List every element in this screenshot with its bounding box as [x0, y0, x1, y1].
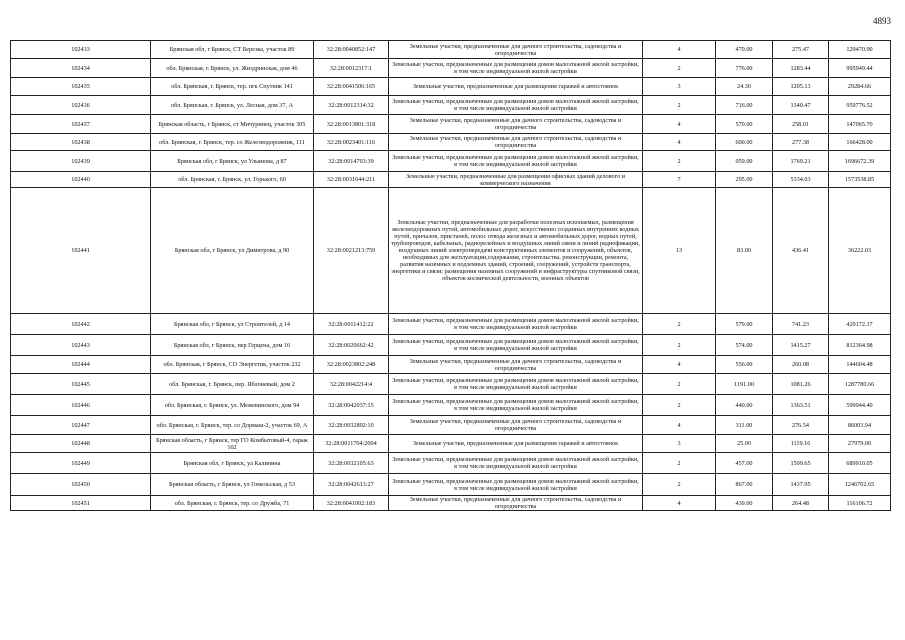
cadastral-value-cell: 995949.44	[829, 59, 891, 78]
address-cell: обл. Брянская, г. Брянск, ул. Лесная, дом 37, А	[151, 96, 314, 115]
row-number-cell: 102434	[11, 59, 151, 78]
specific-value-cell: 1509.65	[773, 453, 829, 474]
group-code-cell: 4	[643, 356, 716, 374]
cadastral-value-cell: 129470.90	[829, 41, 891, 59]
cadastral-number-cell: 32:28:0011704:2004	[314, 435, 389, 453]
land-use-cell: Земельные участки, предназначенные для дачного строительства, садоводства и огородничества	[389, 356, 643, 374]
table-row	[11, 416, 891, 435]
cadastral-value-cell: 1573538.85	[829, 172, 891, 188]
area-cell: 25.00	[716, 435, 773, 453]
cadastral-value-cell: 599944.40	[829, 395, 891, 416]
cadastral-value-cell: 144604.48	[829, 356, 891, 374]
row-number-cell: 102447	[11, 416, 151, 435]
specific-value-cell: 1437.95	[773, 474, 829, 496]
table-row	[11, 188, 891, 314]
page-number: 4893	[873, 16, 891, 26]
land-use-cell: Земельные участки, предназначенные для дачного строительства, садоводства и огородничества	[389, 416, 643, 435]
table-row	[11, 134, 891, 151]
address-cell: Брянская обл, г Брянск, ул Строителей, д 14	[151, 314, 314, 335]
group-code-cell: 4	[643, 496, 716, 511]
area-cell: 457.00	[716, 453, 773, 474]
specific-value-cell: 275.47	[773, 41, 829, 59]
cadastral-number-cell: 32:28:0041506:165	[314, 78, 389, 96]
cadastral-value-cell: 86003.94	[829, 416, 891, 435]
land-use-cell: Земельные участки, предназначенные для размещения домов малоэтажной жилой застройки, в том числе индивидуальной жилой застройки	[389, 59, 643, 78]
cadastral-number-cell: 32:28:0020662:42	[314, 335, 389, 356]
specific-value-cell: 1769.21	[773, 151, 829, 172]
cadastral-value-cell: 812364.98	[829, 335, 891, 356]
cadastral-value-cell: 689910.05	[829, 453, 891, 474]
area-cell: 776.00	[716, 59, 773, 78]
specific-value-cell: 260.08	[773, 356, 829, 374]
specific-value-cell: 1119.16	[773, 435, 829, 453]
address-cell: Брянская обл, г Брянск, ул Калинина	[151, 453, 314, 474]
table-row	[11, 395, 891, 416]
area-cell: 867.00	[716, 474, 773, 496]
row-number-cell: 102442	[11, 314, 151, 335]
area-cell: 579.00	[716, 314, 773, 335]
table-row	[11, 496, 891, 511]
table-row	[11, 115, 891, 134]
group-code-cell: 13	[643, 188, 716, 314]
address-cell: обл. Брянская, г Брянск, СО Энергетик, участок 232	[151, 356, 314, 374]
land-use-cell: Земельные участки, предназначенные для размещения офисных зданий делового и коммерческого назначения	[389, 172, 643, 188]
area-cell: 1191.00	[716, 374, 773, 395]
address-cell: обл. Брянская, г. Брянск, тер. со Дормаш-2, участок 69, А	[151, 416, 314, 435]
cadastral-number-cell: 32:28:0042214:4	[314, 374, 389, 395]
land-use-cell: Земельные участки, предназначенные для размещения домов малоэтажной жилой застройки, в том числе индивидуальной жилой застройки	[389, 314, 643, 335]
group-code-cell: 2	[643, 453, 716, 474]
specific-value-cell: 436.41	[773, 188, 829, 314]
row-number-cell: 102443	[11, 335, 151, 356]
area-cell: 311.00	[716, 416, 773, 435]
land-use-cell: Земельные участки, предназначенные для размещения гаражей и автостоянок	[389, 78, 643, 96]
row-number-cell: 102435	[11, 78, 151, 96]
row-number-cell: 102436	[11, 96, 151, 115]
land-use-cell: Земельные участки, предназначенные для дачного строительства, садоводства и огородничества	[389, 41, 643, 59]
cadastral-number-cell: 32:28:0023401:116	[314, 134, 389, 151]
cadastral-value-cell: 116106.72	[829, 496, 891, 511]
cadastral-number-cell: 32:28:0023802:248	[314, 356, 389, 374]
specific-value-cell: 1363.51	[773, 395, 829, 416]
cadastral-value-cell: 1696672.39	[829, 151, 891, 172]
land-use-cell: Земельные участки, предназначенные для дачного строительства, садоводства и огородничества	[389, 496, 643, 511]
row-number-cell: 102437	[11, 115, 151, 134]
group-code-cell: 4	[643, 115, 716, 134]
land-use-cell: Земельные участки, предназначенные для дачного строительства, садоводства и огородничества	[389, 115, 643, 134]
cadastral-number-cell: 32:28:0040852:147	[314, 41, 389, 59]
row-number-cell: 102445	[11, 374, 151, 395]
cadastral-number-cell: 32:28:0042613:27	[314, 474, 389, 496]
land-use-cell: Земельные участки, предназначенные для дачного строительства, садоводства и огородничества	[389, 134, 643, 151]
group-code-cell: 2	[643, 314, 716, 335]
cadastral-number-cell: 32:28:0013801:318	[314, 115, 389, 134]
land-use-cell: Земельные участки, предназначенные для размещения домов малоэтажной жилой застройки, в том числе индивидуальной жилой застройки	[389, 335, 643, 356]
specific-value-cell: 258.01	[773, 115, 829, 134]
land-use-cell: Земельные участки, предназначенные для размещения домов малоэтажной жилой застройки, в том числе индивидуальной жилой застройки	[389, 395, 643, 416]
specific-value-cell: 264.48	[773, 496, 829, 511]
specific-value-cell: 741.23	[773, 314, 829, 335]
area-cell: 24.30	[716, 78, 773, 96]
address-cell: обл. Брянская, г. Брянск, тер. со Дружба, 71	[151, 496, 314, 511]
table-row	[11, 356, 891, 374]
table-row	[11, 96, 891, 115]
cadastral-value-cell: 36222.03	[829, 188, 891, 314]
cadastral-number-cell: 32:28:0012317:1	[314, 59, 389, 78]
area-cell: 716.00	[716, 96, 773, 115]
group-code-cell: 2	[643, 151, 716, 172]
row-number-cell: 102441	[11, 188, 151, 314]
cadastral-number-cell: 32:28:0011412:22	[314, 314, 389, 335]
row-number-cell: 102444	[11, 356, 151, 374]
cadastral-number-cell: 32:28:0021213:759	[314, 188, 389, 314]
specific-value-cell: 5334.03	[773, 172, 829, 188]
cadastral-number-cell: 32:28:0012314:32	[314, 96, 389, 115]
land-use-cell: Земельные участки, предназначенные для размещения гаражей и автостоянок	[389, 435, 643, 453]
cadastral-value-cell: 1287780.66	[829, 374, 891, 395]
group-code-cell: 4	[643, 41, 716, 59]
area-cell: 959.00	[716, 151, 773, 172]
group-code-cell: 2	[643, 335, 716, 356]
group-code-cell: 7	[643, 172, 716, 188]
row-number-cell: 102439	[11, 151, 151, 172]
group-code-cell: 2	[643, 395, 716, 416]
row-number-cell: 102433	[11, 41, 151, 59]
address-cell: обл. Брянская, г. Брянск, тер. со Железнодорожник, 111	[151, 134, 314, 151]
area-cell: 570.00	[716, 115, 773, 134]
area-cell: 83.00	[716, 188, 773, 314]
specific-value-cell: 1415.27	[773, 335, 829, 356]
cadastral-number-cell: 32:28:0042037:15	[314, 395, 389, 416]
specific-value-cell: 1283.44	[773, 59, 829, 78]
group-code-cell: 2	[643, 59, 716, 78]
table-row	[11, 78, 891, 96]
address-cell: обл. Брянская, г. Брянск, ул. Жиздринская, дом 46	[151, 59, 314, 78]
cadastral-value-cell: 29284.66	[829, 78, 891, 96]
land-use-cell: Земельные участки, предназначенные для разработки полезных ископаемых, размещения железнодорожных путей, автомобильных дорог, искусственно созданных внутренних водных путей, причалов, пристаней, полос отвода железных и автомобильных дорог, водных путей, трубопроводов, кабельных, радиорелейных и воздушных линий связи и линий радиофикации, воздушных линий электропередачи конструктивных элементов и сооружений, объектов, необходимых для эксплуатации,содержания, строительства, реконструкции, ремонта, развития наземных и подземных зданий, строений, сооружений, устройств транспорта, энергетики и связи; размещения наземных сооружений и инфраструктуры спутниковой связи, объектов космической деятельности, военных объектов	[389, 188, 643, 314]
row-number-cell: 102446	[11, 395, 151, 416]
address-cell: Брянская область, г Брянск, ул Гомельская, д 53	[151, 474, 314, 496]
specific-value-cell: 1340.47	[773, 96, 829, 115]
cadastral-number-cell: 32:28:0032105:63	[314, 453, 389, 474]
table-row	[11, 453, 891, 474]
area-cell: 440.00	[716, 395, 773, 416]
table-row	[11, 374, 891, 395]
table-row	[11, 335, 891, 356]
area-cell: 295.00	[716, 172, 773, 188]
table-row	[11, 172, 891, 188]
row-number-cell: 102438	[11, 134, 151, 151]
area-cell: 439.00	[716, 496, 773, 511]
table-row	[11, 151, 891, 172]
row-number-cell: 102450	[11, 474, 151, 496]
group-code-cell: 2	[643, 474, 716, 496]
address-cell: Брянская область, г Брянск, ст Мичуринец, участок 305	[151, 115, 314, 134]
area-cell: 574.00	[716, 335, 773, 356]
group-code-cell: 2	[643, 374, 716, 395]
address-cell: Брянская обл, г Брянск, ул Ульянова, д 87	[151, 151, 314, 172]
cadastral-number-cell: 32:28:0041002:183	[314, 496, 389, 511]
cadastral-value-cell: 959776.52	[829, 96, 891, 115]
specific-value-cell: 1081.26	[773, 374, 829, 395]
address-cell: обл. Брянская, г. Брянск, ул. Межевинского, дом 94	[151, 395, 314, 416]
specific-value-cell: 277.38	[773, 134, 829, 151]
address-cell: Брянская обл, г Брянск, пер Герцена, дом 16	[151, 335, 314, 356]
row-number-cell: 102448	[11, 435, 151, 453]
table-row	[11, 435, 891, 453]
table-row	[11, 59, 891, 78]
land-registry-table	[10, 40, 891, 511]
cadastral-number-cell: 32:28:0014703:39	[314, 151, 389, 172]
area-cell: 470.00	[716, 41, 773, 59]
specific-value-cell: 1205.13	[773, 78, 829, 96]
group-code-cell: 4	[643, 134, 716, 151]
table-row	[11, 474, 891, 496]
address-cell: обл. Брянская, г. Брянск, ул. Горького, 60	[151, 172, 314, 188]
cadastral-value-cell: 27979.00	[829, 435, 891, 453]
row-number-cell: 102440	[11, 172, 151, 188]
cadastral-value-cell: 147065.70	[829, 115, 891, 134]
table-row	[11, 314, 891, 335]
group-code-cell: 2	[643, 96, 716, 115]
address-cell: обл. Брянская, г. Брянск, пер. Яблоневый, дом 2	[151, 374, 314, 395]
address-cell: Брянская обл, г Брянск, СТ Березка, участок 89	[151, 41, 314, 59]
specific-value-cell: 276.54	[773, 416, 829, 435]
row-number-cell: 102451	[11, 496, 151, 511]
area-cell: 600.00	[716, 134, 773, 151]
group-code-cell: 3	[643, 435, 716, 453]
land-use-cell: Земельные участки, предназначенные для размещения домов малоэтажной жилой застройки, в том числе индивидуальной жилой застройки	[389, 151, 643, 172]
land-use-cell: Земельные участки, предназначенные для размещения домов малоэтажной жилой застройки, в том числе индивидуальной жилой застройки	[389, 453, 643, 474]
cadastral-number-cell: 32:28:0032802:10	[314, 416, 389, 435]
group-code-cell: 3	[643, 78, 716, 96]
area-cell: 556.00	[716, 356, 773, 374]
row-number-cell: 102449	[11, 453, 151, 474]
land-use-cell: Земельные участки, предназначенные для размещения домов малоэтажной жилой застройки, в том числе индивидуальной жилой застройки	[389, 474, 643, 496]
table-row	[11, 41, 891, 59]
address-cell: Брянская обл, г Брянск, ул Димитрова, д 90	[151, 188, 314, 314]
cadastral-number-cell: 32:28:0031644:211	[314, 172, 389, 188]
address-cell: Брянская область, г Брянск, тер ГО Комбытовый-4, гараж 102	[151, 435, 314, 453]
cadastral-value-cell: 1246702.65	[829, 474, 891, 496]
group-code-cell: 4	[643, 416, 716, 435]
cadastral-value-cell: 429172.17	[829, 314, 891, 335]
cadastral-value-cell: 166428.00	[829, 134, 891, 151]
address-cell: обл. Брянская, г. Брянск, тер. пгк Спутник 141	[151, 78, 314, 96]
land-use-cell: Земельные участки, предназначенные для размещения домов малоэтажной жилой застройки, в том числе индивидуальной жилой застройки	[389, 374, 643, 395]
land-use-cell: Земельные участки, предназначенные для размещения домов малоэтажной жилой застройки, в том числе индивидуальной жилой застройки	[389, 96, 643, 115]
